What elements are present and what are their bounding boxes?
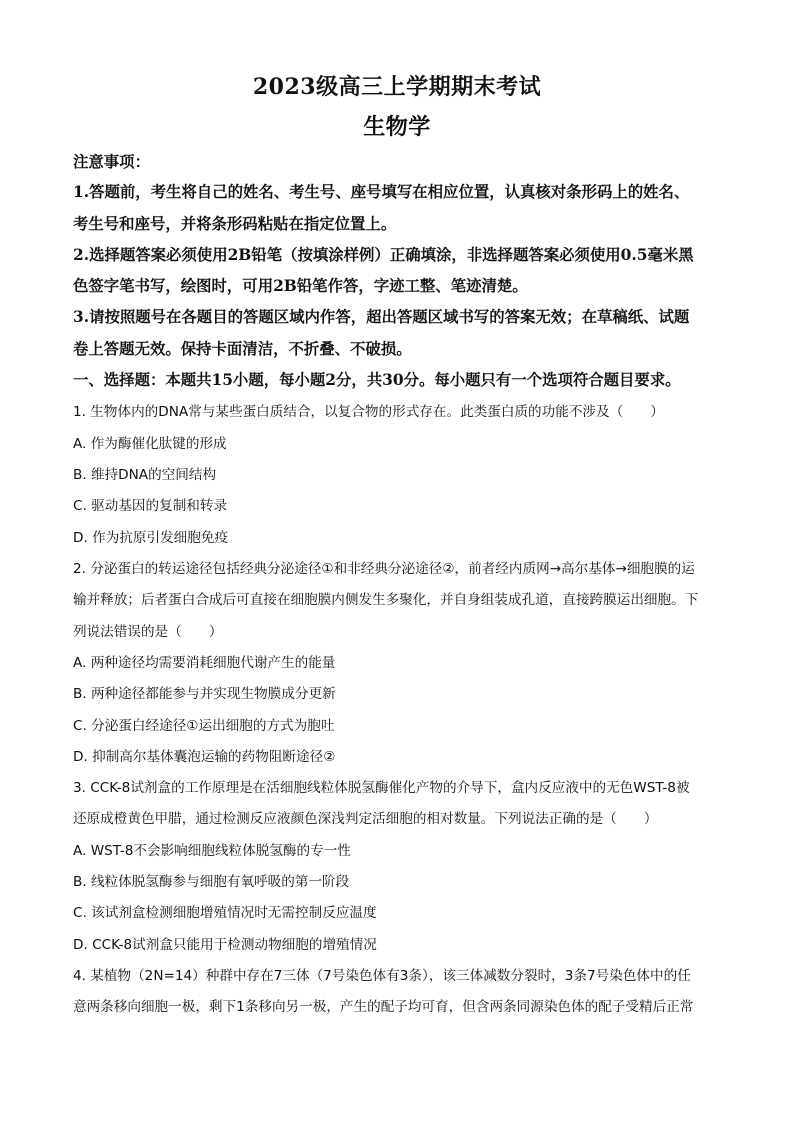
question-stem: 还原成橙黄色甲腊，通过检测反应液颜色深浅判定活细胞的相对数量。下列说法正确的是（ ） <box>73 811 658 827</box>
question-stem: 1. 生物体内的DNA常与某些蛋白质结合，以复合物的形式存在。此类蛋白质的功能不涉及（ ） <box>73 404 664 420</box>
question-option: D. 抑制高尔基体囊泡运输的药物阻断途径② <box>73 749 336 765</box>
exam-title: 2023级高三上学期期末考试 <box>252 74 542 100</box>
subject-title: 生物学 <box>363 114 431 140</box>
notes-line: 卷上答题无效。保持卡面清洁，不折叠、不破损。 <box>73 340 412 358</box>
question-option: A. 两种途径均需要消耗细胞代谢产生的能量 <box>73 655 336 671</box>
question-option: B. 线粒体脱氢酶参与细胞有氧呼吸的第一阶段 <box>73 874 350 890</box>
notes-line: 2.选择题答案必须使用2B铅笔（按填涂样例）正确填涂，非选择题答案必须使用0.5毫米黑 <box>73 246 694 264</box>
notes-line: 色签字笔书写，绘图时，可用2B铅笔作答，字迹工整、笔迹清楚。 <box>73 277 528 295</box>
question-stem: 意两条移向细胞一极，剩下1条移向另一极，产生的配子均可育，但含两条同源染色体的配子受精后正常 <box>73 999 694 1015</box>
question-stem: 2. 分泌蛋白的转运途径包括经典分泌途径①和非经典分泌途径②，前者经内质网→高尔基体→细胞膜的运 <box>73 561 695 577</box>
question-option: C. 分泌蛋白经途径①运出细胞的方式为胞吐 <box>73 718 335 734</box>
question-option: D. CCK-8试剂盒只能用于检测动物细胞的增殖情况 <box>73 937 377 953</box>
notes-line: 1.答题前，考生将自己的姓名、考生号、座号填写在相应位置，认真核对条形码上的姓名、 <box>73 183 690 201</box>
notes-line: 考生号和座号，并将条形码粘贴在指定位置上。 <box>73 215 397 233</box>
question-option: B. 维持DNA的空间结构 <box>73 467 217 483</box>
question-option: C. 该试剂盒检测细胞增殖情况时无需控制反应温度 <box>73 905 377 921</box>
notes-heading: 注意事项： <box>73 153 150 171</box>
question-stem: 3. CCK-8试剂盒的工作原理是在活细胞线粒体脱氢酶催化产物的介导下，盒内反应液中的无色WST-8被 <box>73 780 690 796</box>
section-heading: 一、选择题：本题共15小题，每小题2分，共30分。每小题只有一个选项符合题目要求。 <box>73 371 681 389</box>
question-stem: 列说法错误的是（ ） <box>73 624 223 640</box>
question-stem: 4. 某植物（2N=14）种群中存在7三体（7号染色体有3条），该三体减数分裂时，3条7号染色体中的任 <box>73 968 691 984</box>
question-option: C. 驱动基因的复制和转录 <box>73 498 228 514</box>
question-option: A. WST-8不会影响细胞线粒体脱氢酶的专一性 <box>73 843 351 859</box>
notes-line: 3.请按照题号在各题目的答题区域内作答，超出答题区域书写的答案无效；在草稿纸、试题 <box>73 308 690 326</box>
question-option: B. 两种途径都能参与并实现生物膜成分更新 <box>73 686 336 702</box>
question-option: D. 作为抗原引发细胞免疫 <box>73 530 229 546</box>
question-option: A. 作为酶催化肽键的形成 <box>73 436 227 452</box>
question-stem: 输并释放；后者蛋白合成后可直接在细胞膜内侧发生多聚化，并自身组装成孔道，直接跨膜运出细胞。下 <box>73 592 699 608</box>
